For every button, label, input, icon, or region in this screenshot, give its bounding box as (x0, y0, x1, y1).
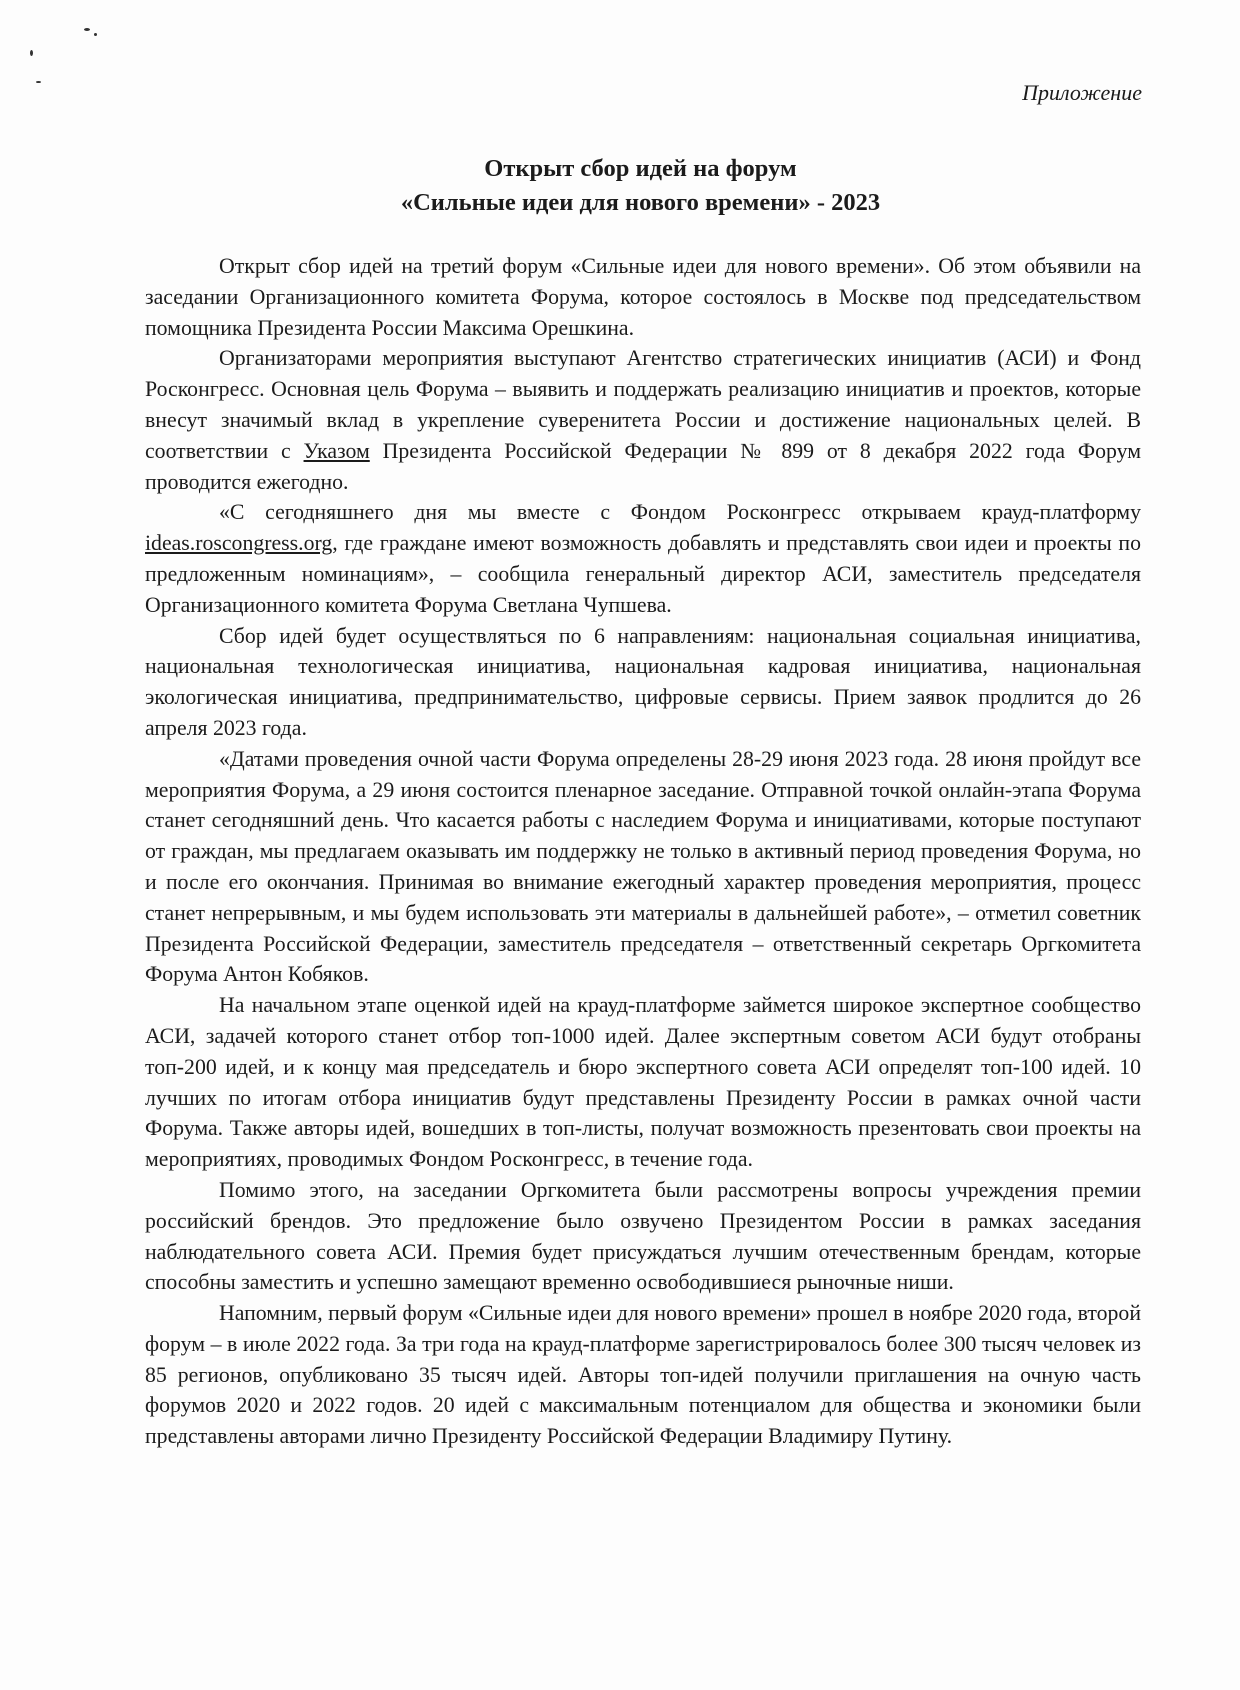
title-line-1: Открыт сбор идей на форум (484, 155, 797, 182)
appendix-label: Приложение (1022, 80, 1142, 105)
title-line-2: «Сильные идеи для нового времени» - 2023 (400, 189, 881, 216)
paragraph-2-text-end: Президента Российской Федерации № 899 от 8 декабря 2022 года Форум проводится ежегодно. (145, 438, 1142, 494)
scan-speck (36, 81, 41, 83)
document-body (145, 251, 1141, 1452)
paragraph-1: Открыт сбор идей на третий форум «Сильные идеи для нового времени». Об этом объявили на заседании Организационного комитета Форума, которое состоялось в Москве под председательством помощника Президента России Максима Орешкина. (145, 254, 1141, 340)
scan-speck (84, 28, 90, 31)
paragraph-6: На начальном этапе оценкой идей на крауд-платформе займется широкое экспертное сообщество АСИ, задачей которого станет отбор топ-1000 идей. Далее экспертным советом АСИ будут отобраны топ-200 идей, и к концу мая председатель и бюро экспертного совета АСИ определят топ-100 идей. 10 лучших по итогам отбора инициатив будут представлены Президенту России в рамках очной части Форума. Также авторы идей, вошедших в топ-листы, получат возможность презентовать свои проекты на мероприятиях, проводимых Фондом Росконгресс, в течение года. (145, 993, 1141, 1172)
paragraph-5: «Датами проведения очной части Форума определены 28-29 июня 2023 года. 28 июня пройдут все мероприятия Форума, а 29 июня состоится пленарное заседание. Отправной точкой онлайн-этапа Форума станет сегодняшний день. Что касается работы с наследием Форума и инициативами, которые поступают от граждан, мы предлагаем оказывать им поддержку не только в активный период проведения Форума, но и после его окончания. Принимая во внимание ежегодный характер проведения мероприятия, процесс станет непрерывным, и мы будем использовать эти материалы в дальнейшей работе», – отметил советник Президента Российской Федерации, заместитель председателя – ответственный секретарь Оргкомитета Форума Антон Кобяков. (145, 746, 1141, 987)
decree-link[interactable]: Указом (303, 438, 370, 463)
paragraph-2-text-start: Организаторами мероприятия выступают Агентство стратегических инициатив (АСИ) и Фонд Росконгресс. Основная цель Форума – выявить и поддержать реализацию инициатив и проектов, которые внесут значимый вклад в укрепление суверенитета России и достижение национальных целей. В соответствии с (145, 346, 1141, 463)
paragraph-7: Помимо этого, на заседании Оргкомитета были рассмотрены вопросы учреждения премии российский брендов. Это предложение было озвучено Президентом России в рамках заседания наблюдательного совета АСИ. Премия будет присуждаться лучшим отечественным брендам, которые способны заместить и успешно замещают временно освободившиеся рыночные ниши. (145, 1177, 1141, 1295)
paragraph-4: Сбор идей будет осуществляться по 6 направлениям: национальная социальная инициатива, национальная технологическая инициатива, национальная кадровая инициатива, национальная экологическая инициатива, предпринимательство, цифровые сервисы. Прием заявок продлится до 26 апреля 2023 года. (145, 623, 1141, 740)
paragraph-8: Напомним, первый форум «Сильные идеи для нового времени» прошел в ноябре 2020 года, второй форум – в июле 2022 года. За три года на крауд-платформе зарегистрировалось более 300 тысяч человек из 85 регионов, опубликовано 35 тысяч идей. Авторы топ-идей получили приглашения на очную часть форумов 2020 и 2022 годов. 20 идей с максимальным потенциалом для общества и экономики были представлены авторами лично Президенту Российской Федерации Владимиру Путину. (145, 1301, 1141, 1449)
paragraph-2 (145, 343, 1141, 497)
scan-speck (30, 50, 33, 56)
document-title (140, 152, 1141, 220)
platform-link[interactable]: ideas.roscongress.org (145, 531, 333, 556)
paragraph-3-text-end: , где граждане имеют возможность добавлять и представлять свои идеи и проекты по предложенным номинациям», – сообщила генеральный директор АСИ, заместитель председателя Организационного комитета Форума Светлана Чупшева. (145, 531, 1141, 617)
paragraph-3 (145, 497, 1141, 620)
scan-speck (94, 33, 97, 36)
paragraph-3-text-start: «С сегодняшнего дня мы вместе с Фондом Росконгресс открываем крауд-платформу (219, 500, 1141, 525)
